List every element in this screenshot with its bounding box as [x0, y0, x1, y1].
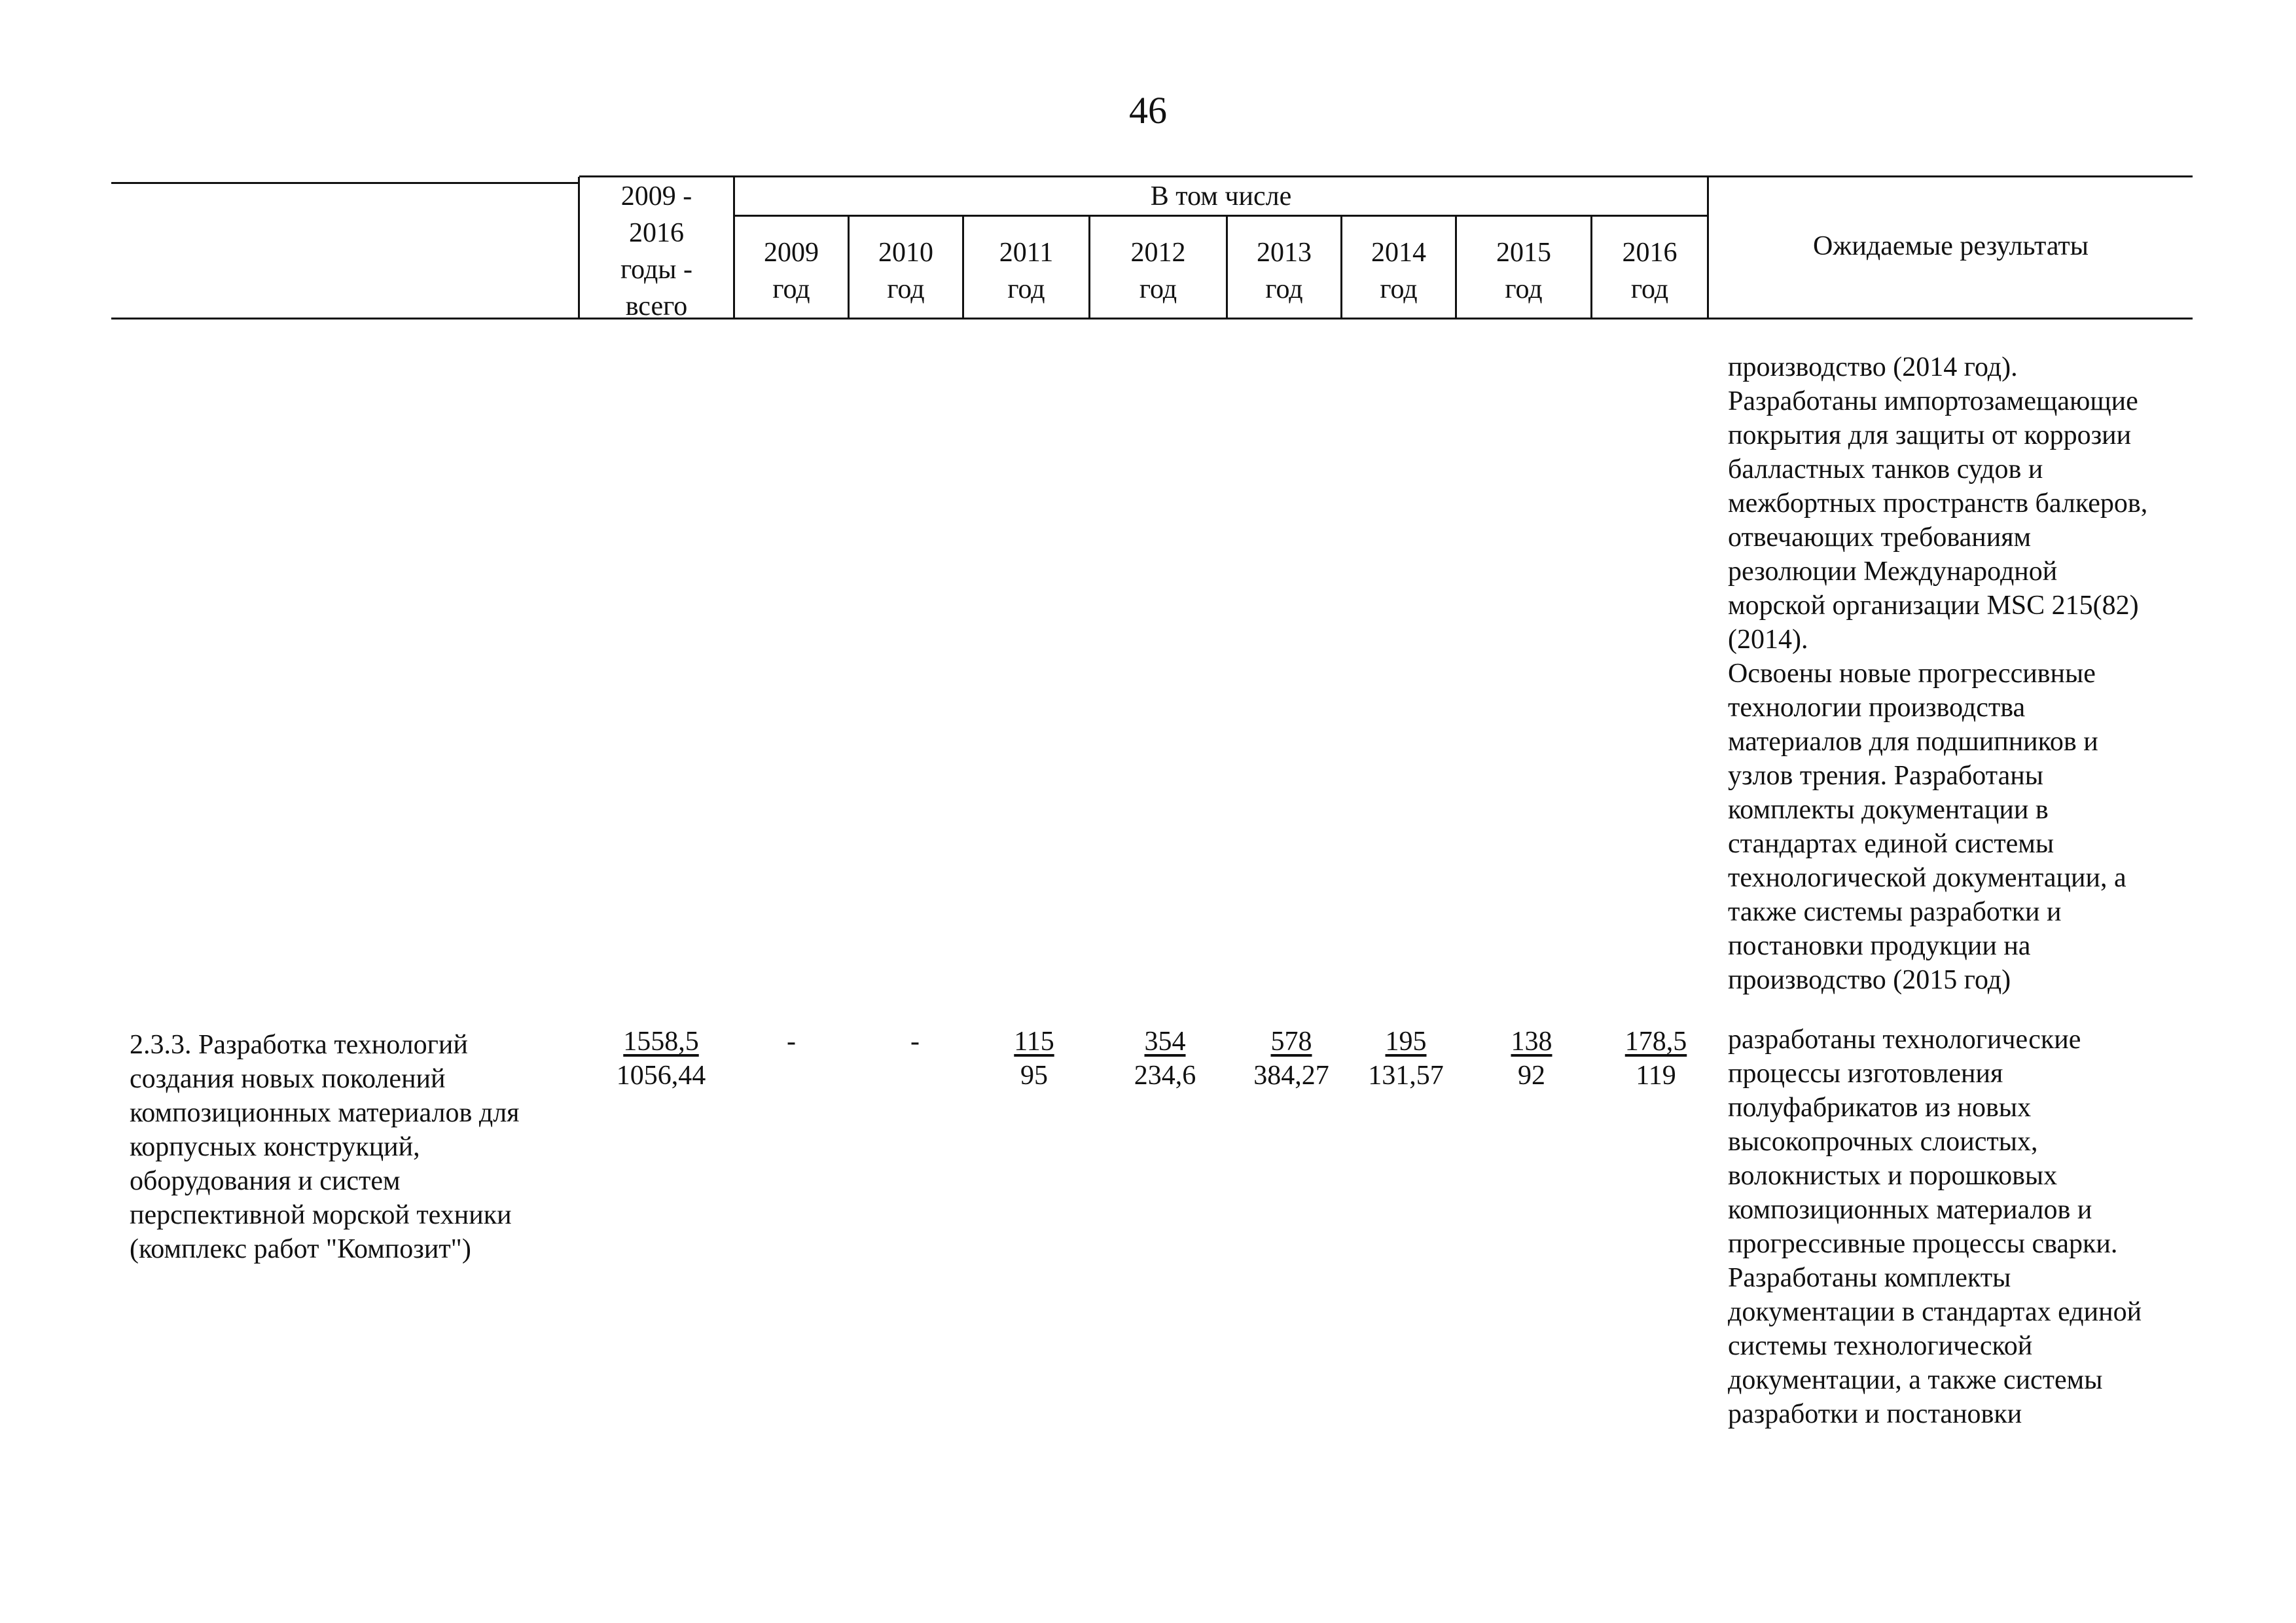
header-year-unit: год: [1380, 274, 1418, 304]
header-year-unit: год: [1265, 274, 1303, 304]
row-total-actual: 1056,44: [616, 1061, 706, 1091]
row-total-planned: 1558,5: [623, 1027, 699, 1057]
header-year-unit: год: [772, 274, 810, 304]
header-year-unit: год: [1007, 274, 1045, 304]
header-year-2015: [1457, 234, 1590, 308]
including-divider: [733, 215, 1708, 217]
header-year-2013: [1228, 234, 1340, 308]
header-bottom-rule: [111, 318, 2193, 319]
row-value-planned: 354: [1144, 1027, 1186, 1057]
continuation-results-text: производство (2014 год). Разработаны импортозамещающие покрытия для защиты от коррозии балластных танков судов и межбортных пространств балкеров, отвечающих требованиям резолюции Международной морской организации MSC 215(82) (2014). Освоены новые прогрессивные технологии производства материалов для подшипников и узлов трения. Разработаны комплекты документации в стандартах единой системы технологической документации, а также системы разработки и постановки продукции на производство (2015 год): [1728, 352, 2148, 995]
row-value-planned: 578: [1270, 1027, 1312, 1057]
row-value-planned: -: [910, 1027, 920, 1057]
header-year-2012: [1090, 234, 1226, 308]
header-year-label: 2012: [1130, 238, 1186, 268]
row-year-2013: [1226, 1025, 1357, 1093]
header-year-2010: [850, 234, 962, 308]
row-value-planned: 178,5: [1624, 1027, 1687, 1057]
header-year-label: 2013: [1257, 238, 1312, 268]
row-value-actual: 131,57: [1368, 1061, 1444, 1091]
row-value-actual: 234,6: [1134, 1061, 1196, 1091]
row-year-2011: [969, 1025, 1100, 1093]
header-total-line: годы -: [620, 255, 693, 285]
page-number: 46: [1129, 89, 1167, 132]
row-year-2009: [735, 1025, 848, 1059]
header-year-2011: [964, 234, 1088, 308]
row-value-planned: -: [787, 1027, 796, 1057]
row-year-2016: [1597, 1025, 1715, 1093]
header-year-2009: [735, 234, 848, 308]
header-total-line: 2016: [629, 218, 684, 248]
header-year-label: 2015: [1496, 238, 1551, 268]
header-including: В том числе: [1150, 181, 1292, 211]
row-value-actual: 92: [1518, 1061, 1545, 1091]
header-expected-results: Ожидаемые результаты: [1813, 231, 2089, 261]
header-total-line: всего: [625, 291, 688, 321]
header-year-unit: год: [1505, 274, 1543, 304]
row-year-2015: [1466, 1025, 1597, 1093]
header-year-label: 2011: [999, 238, 1054, 268]
row-year-2010: [850, 1025, 980, 1059]
header-year-unit: год: [1630, 274, 1669, 304]
header-year-label: 2010: [878, 238, 933, 268]
header-top-rule-left: [111, 182, 579, 184]
header-year-label: 2014: [1371, 238, 1426, 268]
header-year-2014: [1342, 234, 1455, 308]
header-top-rule-right: [579, 175, 2193, 177]
header-year-unit: год: [887, 274, 925, 304]
row-value-actual: 95: [1020, 1061, 1048, 1091]
header-year-label: 2016: [1622, 238, 1677, 268]
row-value-planned: 195: [1385, 1027, 1427, 1057]
header-total-line: 2009 -: [620, 181, 692, 211]
header-year-label: 2009: [764, 238, 819, 268]
header-year-2016: [1592, 234, 1707, 308]
row-total: [589, 1025, 733, 1093]
row-value-actual: 119: [1636, 1061, 1676, 1091]
row-year-2014: [1340, 1025, 1471, 1093]
header-year-unit: год: [1139, 274, 1177, 304]
row-year-2012: [1100, 1025, 1230, 1093]
row-value-planned: 115: [1014, 1027, 1054, 1057]
row-value-actual: 384,27: [1253, 1061, 1329, 1091]
row-value-planned: 138: [1511, 1027, 1552, 1057]
row-name: 2.3.3. Разработка технологий создания новых поколений композиционных материалов для корпусных конструкций, оборудования и систем перспективной морской техники (комплекс работ "Композит"): [130, 1030, 520, 1264]
row-results-text: разработаны технологические процессы изготовления полуфабрикатов из новых высокопрочных слоистых, волокнистых и порошковых композиционных материалов и прогрессивные процессы сварки. Разработаны комплекты документации в стандартах единой системы технологической документации, а также системы разработки и постановки: [1728, 1025, 2142, 1429]
header-total-column: [580, 178, 733, 325]
